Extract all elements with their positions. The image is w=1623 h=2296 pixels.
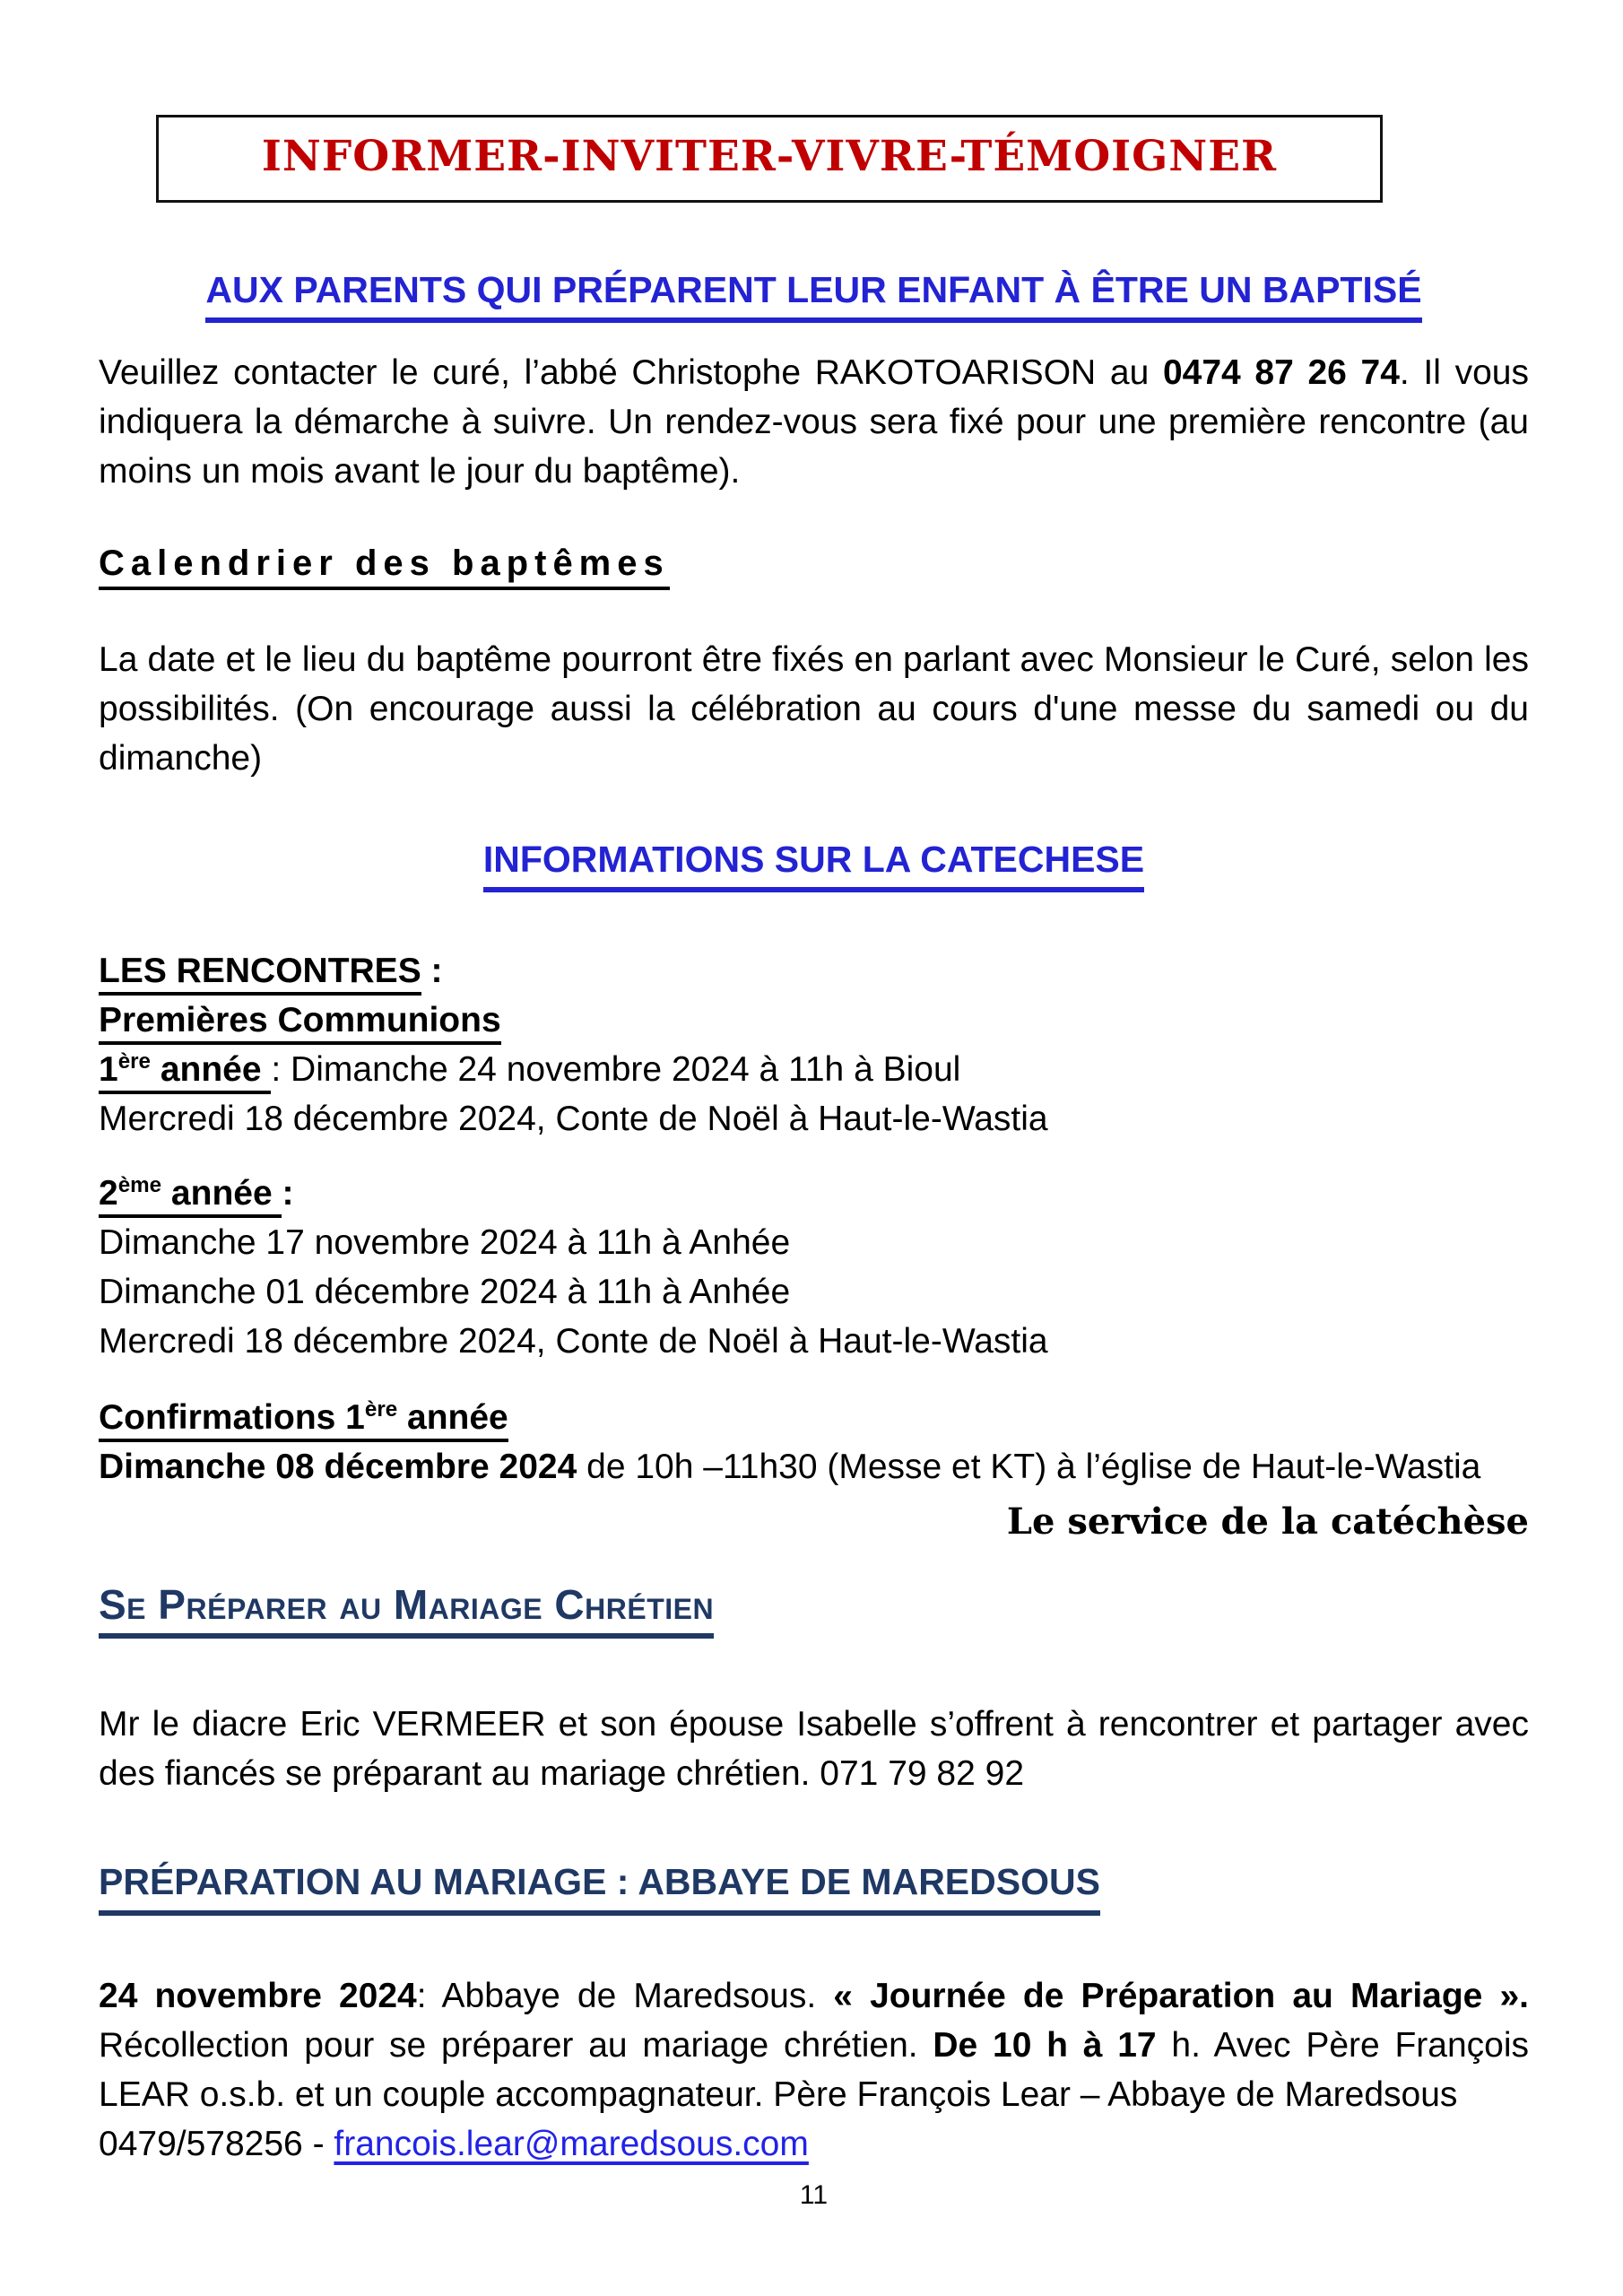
rencontres-title-colon: : xyxy=(421,952,443,990)
rencontres-title xyxy=(99,946,1529,996)
prep-text1: : Abbaye de Maredsous. xyxy=(416,1977,834,2015)
prep-text3: h. Avec Père François LEAR o.s.b. et un couple accompagnateur. Père François Lear – Abbaye de Maredsous xyxy=(99,2026,1530,2114)
annee1-date: : Dimanche 24 novembre 2024 à 11h à Bioul xyxy=(271,1050,961,1089)
confirmations-date: Dimanche 08 décembre 2024 xyxy=(99,1448,577,1486)
prep-journee: « Journée de Préparation au Mariage ». xyxy=(833,1977,1530,2015)
calendrier-heading xyxy=(99,539,1529,588)
annee2-label xyxy=(99,1174,282,1218)
annee1-word: année xyxy=(151,1050,272,1089)
annee2-date-2: Dimanche 01 décembre 2024 à 11h à Anhée xyxy=(99,1273,791,1311)
confirmations-head-b: année xyxy=(397,1398,508,1437)
annee1-line2: Mercredi 18 décembre 2024, Conte de Noël à Haut-le-Wastia xyxy=(99,1100,1048,1138)
prep-hours: De 10 h à 17 xyxy=(933,2026,1157,2065)
calendrier-heading-text: Calendrier des baptêmes xyxy=(99,544,670,590)
preparation-heading-text: PRÉPARATION AU MARIAGE : ABBAYE DE MAREDSOUS xyxy=(99,1857,1100,1916)
contact-phone: 0479/578256 - xyxy=(99,2125,334,2163)
bapteme-p1-text2: . Il vous indiquera la démarche à suivre. Un rendez-vous sera fixé pour une première rencontre (au moins un mois avant le jour du baptême). xyxy=(99,353,1529,491)
annee2-date-1: Dimanche 17 novembre 2024 à 11h à Anhée xyxy=(99,1223,791,1262)
annee1-line xyxy=(99,1045,1529,1094)
mariage-paragraph: Mr le diacre Eric VERMEER et son épouse Isabelle s’offrent à rencontrer et partager avec des fiancés se préparant au mariage chrétien. 071 79 82 92 xyxy=(99,1705,1529,1793)
bapteme-p1-text1: Veuillez contacter le curé, l’abbé Christophe RAKOTOARISON au xyxy=(99,353,1163,392)
preparation-heading xyxy=(99,1857,1529,1916)
prep-date: 24 novembre 2024 xyxy=(99,1977,417,2015)
banner-box xyxy=(156,115,1383,203)
annee2-num: 2 xyxy=(99,1174,118,1213)
premieres-communions-title xyxy=(99,996,1529,1045)
bapteme-heading xyxy=(99,265,1529,323)
calendrier-paragraph: La date et le lieu du baptême pourront être fixés en parlant avec Monsieur le Curé, selon les possibilités. (On encourage aussi la célébration au cours d'une messe du samedi ou du dimanche) xyxy=(99,640,1529,778)
confirmations-date-line xyxy=(99,1442,1529,1492)
premieres-communions-text: Premières Communions xyxy=(99,1001,501,1045)
prep-text2: Récollection pour se préparer au mariage chrétien. xyxy=(99,2026,933,2065)
contact-line xyxy=(99,2119,1529,2169)
rencontres-block xyxy=(99,946,1529,1492)
annee2-title xyxy=(99,1169,1529,1218)
annee1-label xyxy=(99,1050,271,1094)
bapteme-paragraph xyxy=(99,348,1529,496)
bapteme-heading-text: AUX PARENTS QUI PRÉPARENT LEUR ENFANT À ÊTRE UN BAPTISÉ xyxy=(205,265,1421,323)
spacer xyxy=(99,1366,1529,1393)
bapteme-phone: 0474 87 26 74 xyxy=(1162,353,1400,392)
annee2-date-3: Mercredi 18 décembre 2024, Conte de Noël à Haut-le-Wastia xyxy=(99,1322,1048,1361)
confirmations-title-text xyxy=(99,1398,508,1442)
catechese-heading-text: INFORMATIONS SUR LA CATECHESE xyxy=(483,835,1144,892)
catechese-heading xyxy=(99,835,1529,892)
annee1-ordinal: ère xyxy=(117,1049,151,1074)
annee2-ordinal: ème xyxy=(117,1173,162,1197)
confirmations-title xyxy=(99,1393,1529,1442)
mariage-heading xyxy=(99,1580,1529,1639)
annee1-num: 1 xyxy=(99,1050,118,1089)
mariage-heading-text: Se Préparer au Mariage Chrétien xyxy=(99,1580,714,1639)
confirmations-detail: de 10h –11h30 (Messe et KT) à l’église de Haut-le-Wastia xyxy=(577,1448,1481,1486)
preparation-paragraph xyxy=(99,1971,1529,2119)
email-link[interactable]: francois.lear@maredsous.com xyxy=(334,2125,809,2163)
banner-title: INFORMER-INVITER-VIVRE-TÉMOIGNER xyxy=(261,132,1278,181)
confirmations-head-a: Confirmations 1 xyxy=(99,1398,365,1437)
catechese-signature: Le service de la catéchèse xyxy=(1006,1500,1529,1543)
confirmations-ordinal: ère xyxy=(364,1397,398,1422)
rencontres-title-text: LES RENCONTRES xyxy=(99,952,421,996)
annee2-word: année xyxy=(161,1174,282,1213)
page-number: 11 xyxy=(799,2180,829,2210)
annee2-colon: : xyxy=(282,1174,294,1213)
spacer xyxy=(99,1144,1529,1169)
